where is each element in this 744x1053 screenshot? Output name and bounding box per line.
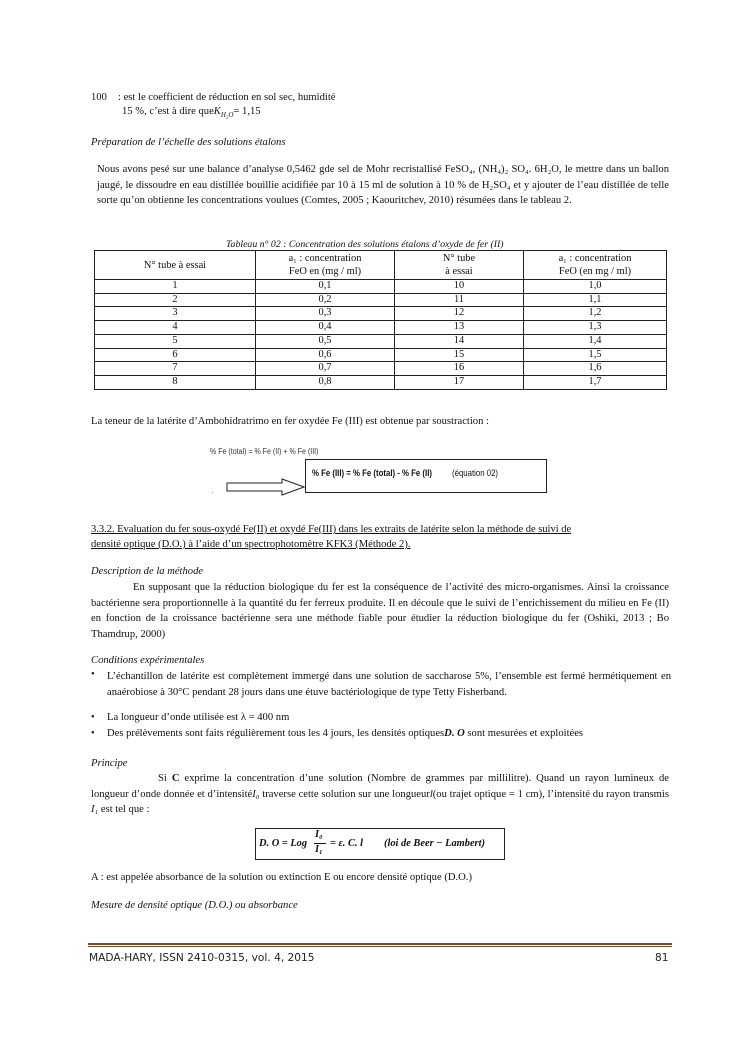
coef-line1: : est le coefficient de réduction en sol sec, humidité — [118, 92, 336, 103]
table-cell: 0,7 — [256, 362, 395, 376]
description-paragraph: En supposant que la réduction biologique du fer est la conséquence de l’activité des micro-organismes. Ainsi la croissance bactérienne sera proportionnelle à la quantité du fer ferreux produite. Il en découle que le suivi de l’enrichissement du milieu en Fe (II) en fonction de la croissance bactérienne sera une méthode fiable pour étudier la réduction biologique du fer (Oshiki, 2013 ; Bo Thamdrup, 2000) — [91, 582, 669, 640]
table-cell: 1,7 — [524, 375, 667, 389]
mesure-title: Mesure de densité optique (D.O.) ou absorbance — [91, 900, 298, 911]
box-equation: % Fe (III) = % Fe (total) - % Fe (II) — [312, 468, 432, 478]
coef-number: 100 — [91, 92, 107, 103]
beer-rhs: = ε. C. l — [330, 838, 363, 849]
table-cell: 1 — [95, 280, 256, 294]
arrow-icon — [226, 478, 306, 496]
standards-table — [94, 250, 667, 390]
table-cell: 7 — [95, 362, 256, 376]
k-symbol: K — [213, 106, 221, 117]
condition-item-1: L’échantillon de latérite est complètement immergé dans une solution de saccharose 5%, l’ensemble est fermé hermétiquement en anaérobiose à 30°C pendant 28 jours dans une étuve bactériologique de type Tetty Fisherband. — [107, 671, 671, 698]
figure-dot — [212, 492, 213, 493]
top-equation: % Fe (total) = % Fe (II) + % Fe (III) — [210, 446, 319, 456]
k-subscript: H₂O — [220, 111, 234, 120]
coef-line2-prefix: 15 %, c’est à dire que — [122, 106, 214, 117]
table-cell: 1,6 — [524, 362, 667, 376]
table-cell: 14 — [395, 334, 524, 348]
table-cell: 0,2 — [256, 293, 395, 307]
table-row — [95, 348, 667, 362]
prep-title: Préparation de l’échelle des solutions étalons — [91, 137, 286, 148]
coef-line2 — [122, 106, 261, 119]
table-cell: 16 — [395, 362, 524, 376]
table-row — [95, 375, 667, 389]
header-conc-2: a₁ : concentration FeO (en mg / ml) — [524, 251, 667, 280]
table-cell: 2 — [95, 293, 256, 307]
table-row — [95, 334, 667, 348]
footer-rule-thick — [88, 943, 672, 945]
header-tube-2: N° tube à essai — [395, 251, 524, 280]
condition-item-3: Des prélèvements sont faits régulièrement tous les 4 jours, les densités optiquesD. O sont mesurées et exploitées — [107, 728, 584, 739]
table-cell: 3 — [95, 307, 256, 321]
table-cell: 4 — [95, 321, 256, 335]
table-cell: 1,1 — [524, 293, 667, 307]
table-row — [95, 280, 667, 294]
beer-lambert-box — [255, 828, 505, 860]
section-332-title-line1: 3.3.2. Evaluation du fer sous-oxydé Fe(II) et oxydé Fe(III) dans les extraits de latérite selon la méthode de suivi de — [91, 524, 572, 535]
equation-box — [305, 459, 547, 493]
table-cell: 15 — [395, 348, 524, 362]
bullet-1: • — [91, 669, 95, 680]
condition-item-2: La longueur d’onde utilisée est λ = 400 nm — [107, 712, 290, 723]
laterite-text: La teneur de la latérite d’Ambohidratrimo en fer oxydée Fe (III) est obtenue par soustraction : — [91, 416, 489, 427]
table-row — [95, 321, 667, 335]
table-cell: 0,4 — [256, 321, 395, 335]
page-number: 81 — [655, 952, 669, 964]
table-cell: 13 — [395, 321, 524, 335]
table-cell: 6 — [95, 348, 256, 362]
table-row — [95, 362, 667, 376]
table-cell: 1,0 — [524, 280, 667, 294]
table-header-row — [95, 251, 667, 280]
table-caption: Tableau n° 02 : Concentration des solutions étalons d’oxyde de fer (II) — [226, 239, 504, 250]
table-cell: 12 — [395, 307, 524, 321]
table-cell: 0,5 — [256, 334, 395, 348]
table-cell: 17 — [395, 375, 524, 389]
principe-paragraph: Si C exprime la concentration d’une solution (Nombre de grammes par millilitre). Quand un rayon lumineux de longueur d’onde donnée et d’intensitéI₀ traverse cette solution sur une longueurl(ou trajet optique = 1 cm), l’intensité du rayon transmis I₁ est tel que : — [91, 773, 670, 815]
footer-journal: MADA-HARY, ISSN 2410-0315, vol. 4, 2015 — [89, 952, 315, 964]
table-cell: 10 — [395, 280, 524, 294]
principe-title: Principe — [91, 758, 128, 769]
prep-paragraph: Nous avons pesé sur une balance d’analyse 0,5462 gde sel de Mohr recristallisé FeSO₄, (NH₄)₂ SO₄. 6H₂O, le mettre dans un ballon jaugé, le dissoudre en eau distillée bouillie acidifiée par 10 à 15 ml de solution à 10 % de H₂SO₄ et y ajouter de l’eau distillée de telle sorte qu’on obtienne les concentrations voulues (Comtes, 2005 ; Kaouritchev, 2010) résumées dans le tableau 2. — [97, 164, 669, 206]
table-body — [95, 280, 667, 390]
table-row — [95, 307, 667, 321]
table-cell: 1,4 — [524, 334, 667, 348]
beer-label: (loi de Beer − Lambert) — [384, 838, 485, 849]
beer-denominator: I₁ — [315, 844, 323, 855]
absorbance-text: A : est appelée absorbance de la solution ou extinction E ou encore densité optique (D.O.) — [91, 872, 472, 883]
footer-rule-thin — [88, 946, 672, 947]
table-cell: 1,2 — [524, 307, 667, 321]
bullet-2: • — [91, 712, 95, 723]
equation-label: (équation 02) — [452, 468, 499, 478]
table-cell: 1,3 — [524, 321, 667, 335]
table-cell: 5 — [95, 334, 256, 348]
table-cell: 11 — [395, 293, 524, 307]
table-cell: 1,5 — [524, 348, 667, 362]
beer-lhs: D. O = Log — [259, 838, 308, 849]
beer-numerator: I₀ — [315, 829, 323, 840]
table-cell: 0,3 — [256, 307, 395, 321]
do-math: D. O — [444, 728, 465, 739]
table-cell: 0,1 — [256, 280, 395, 294]
header-conc-1: a₁ : concentration FeO en (mg / ml) — [256, 251, 395, 280]
table-row — [95, 293, 667, 307]
coef-line2-suffix: = 1,15 — [233, 106, 261, 117]
section-332-title-line2: densité optique (D.O.) à l’aide d’un spectrophotomètre KFK3 (Méthode 2). — [91, 539, 411, 550]
table-cell: 0,6 — [256, 348, 395, 362]
header-tube-1: N° tube à essai — [95, 251, 256, 280]
bullet-3: • — [91, 728, 95, 739]
table-cell: 8 — [95, 375, 256, 389]
description-title: Description de la méthode — [91, 566, 204, 577]
conditions-title: Conditions expérimentales — [91, 655, 205, 666]
table-cell: 0,8 — [256, 375, 395, 389]
